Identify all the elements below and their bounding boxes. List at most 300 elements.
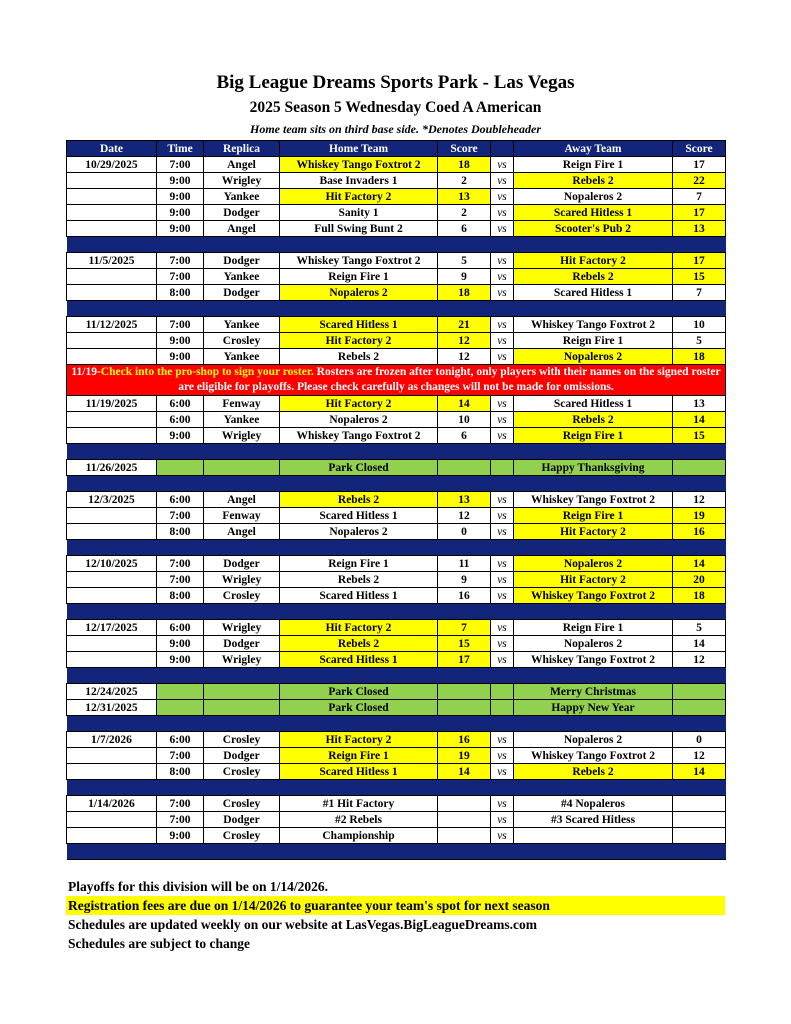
vs-cell: vs <box>491 652 514 668</box>
time-cell: 7:00 <box>157 812 204 828</box>
separator-cell <box>491 476 514 492</box>
home-score-cell: 7 <box>438 620 491 636</box>
column-header-home-score: Score <box>438 141 491 157</box>
home-team-cell: Scared Hitless 1 <box>280 317 438 333</box>
home-score-cell: 14 <box>438 764 491 780</box>
game-row <box>67 812 726 828</box>
time-cell: 6:00 <box>157 396 204 412</box>
home-team-cell: Championship <box>280 828 438 844</box>
away-team-cell: Nopaleros 2 <box>514 556 673 572</box>
away-team-cell: Whiskey Tango Foxtrot 2 <box>514 317 673 333</box>
separator-cell <box>673 716 726 732</box>
home-team-cell: Scared Hitless 1 <box>280 652 438 668</box>
separator-row <box>67 444 726 460</box>
home-team-cell: Nopaleros 2 <box>280 285 438 301</box>
away-score-cell: 14 <box>673 412 726 428</box>
date-cell <box>67 508 157 524</box>
page-subtitle: 2025 Season 5 Wednesday Coed A American <box>249 99 542 116</box>
away-team-cell: Rebels 2 <box>514 269 673 285</box>
home-score-cell: 12 <box>438 508 491 524</box>
home-team-cell: Hit Factory 2 <box>280 333 438 349</box>
time-cell: 9:00 <box>157 652 204 668</box>
home-score-cell: 13 <box>438 492 491 508</box>
away-score-cell: 18 <box>673 588 726 604</box>
vs-cell: vs <box>491 333 514 349</box>
home-score-cell: 19 <box>438 748 491 764</box>
time-cell <box>157 460 204 476</box>
time-cell: 7:00 <box>157 157 204 173</box>
time-cell: 7:00 <box>157 253 204 269</box>
separator-cell <box>438 668 491 684</box>
time-cell: 9:00 <box>157 205 204 221</box>
home-score-cell: 9 <box>438 572 491 588</box>
date-cell <box>67 652 157 668</box>
game-row <box>67 556 726 572</box>
separator-cell <box>67 237 157 253</box>
vs-cell: vs <box>491 396 514 412</box>
separator-row <box>67 540 726 556</box>
field-cell: Dodger <box>204 812 280 828</box>
game-row <box>67 524 726 540</box>
date-cell: 10/29/2025 <box>67 157 157 173</box>
separator-cell <box>67 301 157 317</box>
separator-cell <box>673 844 726 860</box>
game-row <box>67 828 726 844</box>
away-score-cell: 0 <box>673 732 726 748</box>
separator-cell <box>491 540 514 556</box>
vs-cell <box>491 684 514 700</box>
away-score-cell <box>673 796 726 812</box>
schedule-table <box>66 140 726 860</box>
separator-cell <box>514 540 673 556</box>
field-cell: Dodger <box>204 748 280 764</box>
game-row <box>67 269 726 285</box>
separator-row <box>67 237 726 253</box>
away-score-cell: 12 <box>673 492 726 508</box>
field-cell: Yankee <box>204 189 280 205</box>
home-team-cell: Full Swing Bunt 2 <box>280 221 438 237</box>
separator-cell <box>280 444 438 460</box>
field-cell: Wrigley <box>204 428 280 444</box>
separator-cell <box>204 668 280 684</box>
time-cell: 8:00 <box>157 524 204 540</box>
home-score-cell: 15 <box>438 636 491 652</box>
away-score-cell: 14 <box>673 556 726 572</box>
separator-cell <box>514 716 673 732</box>
away-score-cell: 19 <box>673 508 726 524</box>
time-cell <box>157 684 204 700</box>
vs-cell: vs <box>491 796 514 812</box>
away-score-cell: 10 <box>673 317 726 333</box>
time-cell: 8:00 <box>157 764 204 780</box>
home-team-cell: Scared Hitless 1 <box>280 588 438 604</box>
game-row <box>67 396 726 412</box>
vs-cell: vs <box>491 428 514 444</box>
away-team-cell: Whiskey Tango Foxtrot 2 <box>514 492 673 508</box>
home-team-cell: Sanity 1 <box>280 205 438 221</box>
field-cell: Angel <box>204 221 280 237</box>
vs-cell: vs <box>491 157 514 173</box>
game-row <box>67 732 726 748</box>
separator-row <box>67 716 726 732</box>
date-cell <box>67 333 157 349</box>
home-score-cell: 14 <box>438 396 491 412</box>
home-team-cell: Rebels 2 <box>280 492 438 508</box>
date-cell <box>67 572 157 588</box>
home-score-cell: 12 <box>438 333 491 349</box>
separator-cell <box>67 476 157 492</box>
vs-cell: vs <box>491 732 514 748</box>
away-team-cell: Happy Thanksgiving <box>514 460 673 476</box>
home-score-cell <box>438 460 491 476</box>
column-header-date: Date <box>67 141 157 157</box>
home-team-cell: Hit Factory 2 <box>280 396 438 412</box>
date-cell <box>67 189 157 205</box>
separator-cell <box>67 668 157 684</box>
away-score-cell: 20 <box>673 572 726 588</box>
vs-cell: vs <box>491 317 514 333</box>
home-score-cell <box>438 796 491 812</box>
time-cell: 6:00 <box>157 732 204 748</box>
away-team-cell: Reign Fire 1 <box>514 428 673 444</box>
separator-cell <box>491 237 514 253</box>
separator-cell <box>67 780 157 796</box>
away-team-cell: Scared Hitless 1 <box>514 396 673 412</box>
home-score-cell: 12 <box>438 349 491 365</box>
column-header-vs <box>491 141 514 157</box>
away-score-cell: 22 <box>673 173 726 189</box>
separator-cell <box>67 444 157 460</box>
separator-cell <box>491 716 514 732</box>
time-cell: 8:00 <box>157 285 204 301</box>
column-header-away-team: Away Team <box>514 141 673 157</box>
separator-cell <box>438 844 491 860</box>
away-team-cell: Whiskey Tango Foxtrot 2 <box>514 588 673 604</box>
away-team-cell: Whiskey Tango Foxtrot 2 <box>514 652 673 668</box>
separator-cell <box>438 604 491 620</box>
registration-note: Registration fees are due on 1/14/2026 to guarantee your team's spot for next season <box>66 896 725 915</box>
column-header-away-score: Score <box>673 141 726 157</box>
separator-cell <box>514 604 673 620</box>
closed-row <box>67 700 726 716</box>
date-cell <box>67 812 157 828</box>
field-cell: Crosley <box>204 588 280 604</box>
separator-cell <box>204 780 280 796</box>
vs-cell: vs <box>491 205 514 221</box>
time-cell: 9:00 <box>157 636 204 652</box>
home-score-cell: 5 <box>438 253 491 269</box>
separator-row <box>67 844 726 860</box>
time-cell: 7:00 <box>157 269 204 285</box>
time-cell: 8:00 <box>157 588 204 604</box>
home-team-cell: Park Closed <box>280 700 438 716</box>
field-cell: Crosley <box>204 828 280 844</box>
away-team-cell: Rebels 2 <box>514 412 673 428</box>
separator-cell <box>157 476 204 492</box>
game-row <box>67 221 726 237</box>
separator-cell <box>280 476 438 492</box>
away-score-cell: 12 <box>673 748 726 764</box>
away-team-cell: #4 Nopaleros <box>514 796 673 812</box>
home-score-cell <box>438 700 491 716</box>
field-cell <box>204 700 280 716</box>
game-row <box>67 285 726 301</box>
separator-cell <box>438 780 491 796</box>
date-cell <box>67 588 157 604</box>
away-score-cell: 17 <box>673 157 726 173</box>
separator-cell <box>491 301 514 317</box>
away-team-cell: Rebels 2 <box>514 764 673 780</box>
separator-cell <box>438 540 491 556</box>
separator-row <box>67 476 726 492</box>
away-score-cell: 12 <box>673 652 726 668</box>
date-cell <box>67 412 157 428</box>
field-cell: Wrigley <box>204 173 280 189</box>
separator-cell <box>438 301 491 317</box>
roster-notice <box>67 365 726 396</box>
date-cell: 12/24/2025 <box>67 684 157 700</box>
home-score-cell <box>438 812 491 828</box>
separator-row <box>67 668 726 684</box>
separator-cell <box>514 780 673 796</box>
table-header <box>67 141 726 157</box>
home-score-cell: 11 <box>438 556 491 572</box>
notice-highlight: Check into the pro-shop to sign your roster. <box>100 366 314 378</box>
home-team-cell: Scared Hitless 1 <box>280 764 438 780</box>
home-score-cell: 9 <box>438 269 491 285</box>
time-cell: 7:00 <box>157 796 204 812</box>
vs-cell: vs <box>491 285 514 301</box>
home-team-cell: #1 Hit Factory <box>280 796 438 812</box>
separator-row <box>67 604 726 620</box>
away-team-cell: Nopaleros 2 <box>514 732 673 748</box>
notice-rest: Rosters are frozen after tonight, only players with their names on the signed roster are eligible for playoffs. Please check carefully as changes will not be made for omissions. <box>178 366 721 393</box>
home-score-cell: 6 <box>438 221 491 237</box>
game-row <box>67 317 726 333</box>
time-cell: 6:00 <box>157 492 204 508</box>
separator-cell <box>204 844 280 860</box>
home-score-cell: 16 <box>438 588 491 604</box>
home-score-cell: 6 <box>438 428 491 444</box>
game-row <box>67 189 726 205</box>
separator-cell <box>491 780 514 796</box>
field-cell: Fenway <box>204 396 280 412</box>
vs-cell: vs <box>491 492 514 508</box>
away-team-cell <box>514 828 673 844</box>
field-cell: Dodger <box>204 285 280 301</box>
separator-cell <box>280 237 438 253</box>
vs-cell: vs <box>491 572 514 588</box>
away-score-cell: 7 <box>673 285 726 301</box>
separator-cell <box>157 301 204 317</box>
date-cell: 1/14/2026 <box>67 796 157 812</box>
home-team-cell: Scared Hitless 1 <box>280 508 438 524</box>
separator-cell <box>514 844 673 860</box>
separator-cell <box>204 301 280 317</box>
separator-cell <box>438 237 491 253</box>
game-row <box>67 349 726 365</box>
vs-cell: vs <box>491 524 514 540</box>
separator-cell <box>280 604 438 620</box>
column-header-time: Time <box>157 141 204 157</box>
date-cell <box>67 636 157 652</box>
vs-cell: vs <box>491 748 514 764</box>
home-team-cell: Reign Fire 1 <box>280 748 438 764</box>
time-cell: 6:00 <box>157 620 204 636</box>
field-cell: Crosley <box>204 732 280 748</box>
away-score-cell: 13 <box>673 221 726 237</box>
away-team-cell: Nopaleros 2 <box>514 636 673 652</box>
home-team-cell: Rebels 2 <box>280 636 438 652</box>
away-score-cell: 15 <box>673 428 726 444</box>
date-cell: 11/5/2025 <box>67 253 157 269</box>
field-cell: Angel <box>204 157 280 173</box>
field-cell: Dodger <box>204 636 280 652</box>
home-score-cell: 10 <box>438 412 491 428</box>
date-cell: 11/12/2025 <box>67 317 157 333</box>
field-cell: Crosley <box>204 333 280 349</box>
separator-cell <box>673 540 726 556</box>
home-team-cell: Nopaleros 2 <box>280 524 438 540</box>
vs-cell: vs <box>491 588 514 604</box>
separator-cell <box>491 444 514 460</box>
notice-lead: 11/19- <box>71 366 101 378</box>
game-row <box>67 764 726 780</box>
separator-cell <box>157 668 204 684</box>
vs-cell: vs <box>491 269 514 285</box>
separator-cell <box>438 476 491 492</box>
vs-cell: vs <box>491 636 514 652</box>
time-cell: 9:00 <box>157 221 204 237</box>
game-row <box>67 412 726 428</box>
home-team-cell: Hit Factory 2 <box>280 732 438 748</box>
date-cell <box>67 285 157 301</box>
away-score-cell: 13 <box>673 396 726 412</box>
separator-cell <box>673 237 726 253</box>
home-score-cell: 16 <box>438 732 491 748</box>
vs-cell: vs <box>491 173 514 189</box>
home-team-cell: Park Closed <box>280 460 438 476</box>
time-cell: 7:00 <box>157 508 204 524</box>
game-row <box>67 173 726 189</box>
home-team-cell: Reign Fire 1 <box>280 556 438 572</box>
separator-cell <box>673 476 726 492</box>
away-score-cell: 14 <box>673 636 726 652</box>
time-cell: 7:00 <box>157 317 204 333</box>
separator-cell <box>438 716 491 732</box>
separator-cell <box>514 668 673 684</box>
vs-cell: vs <box>491 812 514 828</box>
separator-cell <box>157 780 204 796</box>
away-score-cell: 14 <box>673 764 726 780</box>
field-cell: Crosley <box>204 796 280 812</box>
vs-cell: vs <box>491 828 514 844</box>
separator-cell <box>67 716 157 732</box>
home-score-cell: 21 <box>438 317 491 333</box>
field-cell <box>204 460 280 476</box>
away-score-cell <box>673 700 726 716</box>
away-team-cell: Nopaleros 2 <box>514 349 673 365</box>
home-team-cell: #2 Rebels <box>280 812 438 828</box>
vs-cell: vs <box>491 556 514 572</box>
roster-notice-row <box>67 365 726 396</box>
home-score-cell <box>438 828 491 844</box>
date-cell <box>67 524 157 540</box>
game-row <box>67 157 726 173</box>
home-team-cell: Hit Factory 2 <box>280 189 438 205</box>
away-score-cell <box>673 828 726 844</box>
date-cell: 12/10/2025 <box>67 556 157 572</box>
game-row <box>67 333 726 349</box>
separator-cell <box>280 780 438 796</box>
date-cell <box>67 828 157 844</box>
date-cell <box>67 205 157 221</box>
vs-cell: vs <box>491 189 514 205</box>
field-cell: Crosley <box>204 764 280 780</box>
separator-cell <box>514 301 673 317</box>
separator-cell <box>157 444 204 460</box>
game-row <box>67 492 726 508</box>
separator-cell <box>280 844 438 860</box>
home-team-cell: Hit Factory 2 <box>280 620 438 636</box>
away-score-cell: 17 <box>673 205 726 221</box>
field-cell: Wrigley <box>204 572 280 588</box>
game-row <box>67 205 726 221</box>
separator-cell <box>673 780 726 796</box>
away-score-cell: 18 <box>673 349 726 365</box>
home-team-cell: Park Closed <box>280 684 438 700</box>
separator-cell <box>438 444 491 460</box>
separator-cell <box>157 716 204 732</box>
home-score-cell: 18 <box>438 157 491 173</box>
vs-cell: vs <box>491 253 514 269</box>
field-cell: Dodger <box>204 556 280 572</box>
separator-cell <box>204 476 280 492</box>
separator-cell <box>514 476 673 492</box>
home-team-cell: Rebels 2 <box>280 572 438 588</box>
field-cell: Fenway <box>204 508 280 524</box>
away-team-cell: Hit Factory 2 <box>514 253 673 269</box>
separator-cell <box>280 716 438 732</box>
away-team-cell: Reign Fire 1 <box>514 333 673 349</box>
away-score-cell: 7 <box>673 189 726 205</box>
date-cell <box>67 748 157 764</box>
change-note: Schedules are subject to change <box>68 936 250 951</box>
vs-cell <box>491 700 514 716</box>
field-cell: Dodger <box>204 205 280 221</box>
home-team-cell: Whiskey Tango Foxtrot 2 <box>280 157 438 173</box>
away-score-cell: 5 <box>673 333 726 349</box>
away-score-cell <box>673 684 726 700</box>
home-score-cell: 2 <box>438 205 491 221</box>
separator-cell <box>67 844 157 860</box>
field-cell: Yankee <box>204 349 280 365</box>
game-row <box>67 636 726 652</box>
field-cell <box>204 684 280 700</box>
home-score-cell <box>438 684 491 700</box>
game-row <box>67 428 726 444</box>
separator-cell <box>204 540 280 556</box>
time-cell: 9:00 <box>157 173 204 189</box>
away-score-cell <box>673 812 726 828</box>
game-row <box>67 652 726 668</box>
game-row <box>67 748 726 764</box>
separator-cell <box>673 444 726 460</box>
separator-cell <box>157 844 204 860</box>
vs-cell: vs <box>491 349 514 365</box>
date-cell <box>67 221 157 237</box>
away-team-cell: Whiskey Tango Foxtrot 2 <box>514 748 673 764</box>
